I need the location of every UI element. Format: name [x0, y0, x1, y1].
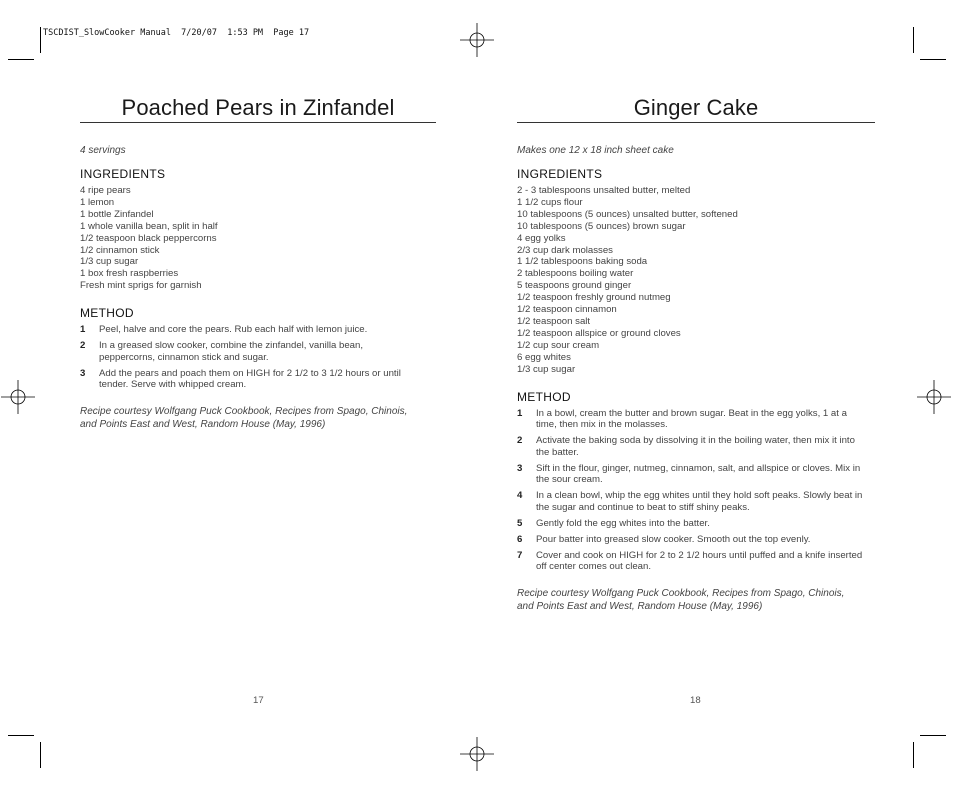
ingredient-item: 1 bottle Zinfandel — [80, 208, 154, 220]
method-step — [517, 518, 869, 530]
step-text: Activate the baking soda by dissolving it in the boiling water, then mix it into the batter. — [536, 435, 855, 458]
servings-left: 4 servings — [80, 145, 126, 156]
step-number: 6 — [517, 533, 523, 545]
step-text: Add the pears and poach them on HIGH for 2 1/2 to 3 1/2 hours or until tender. Serve with whipped cream. — [99, 367, 401, 391]
ingredient-item: 2/3 cup dark molasses — [517, 244, 613, 256]
ingredient-item: 1 1/2 cups flour — [517, 196, 583, 208]
crop-mark-bottom-right-v — [913, 742, 914, 768]
step-number: 3 — [517, 462, 523, 474]
step-text: In a clean bowl, whip the egg whites until they hold soft peaks. Slowly beat in the sugar and continue to beat to stiff shiny peaks. — [536, 490, 863, 513]
ingredient-item: 1/2 teaspoon freshly ground nutmeg — [517, 292, 671, 304]
step-text: Peel, halve and core the pears. Rub each half with lemon juice. — [99, 324, 368, 336]
step-number: 7 — [517, 549, 523, 561]
ingredient-item: 2 - 3 tablespoons unsalted butter, melted — [517, 185, 691, 196]
step-text: In a bowl, cream the butter and brown sugar. Beat in the egg yolks, 1 at a time, then mix in the molasses. — [536, 407, 847, 430]
ingredient-item: 1/2 cinnamon stick — [80, 244, 160, 256]
method-list-right — [517, 408, 869, 573]
right-page — [517, 95, 877, 613]
ingredient-item: 6 egg whites — [517, 351, 571, 363]
ingredients-heading-left: INGREDIENTS — [80, 167, 166, 181]
registration-mark-left-icon — [1, 380, 35, 414]
crop-mark-top-right-h — [920, 59, 946, 60]
left-page — [80, 95, 440, 431]
method-heading-left: METHOD — [80, 306, 134, 321]
step-text: Sift in the flour, ginger, nutmeg, cinnamon, salt, and allspice or cloves. Mix in the sour cream. — [536, 462, 861, 485]
step-text: Cover and cook on HIGH for 2 to 2 1/2 hours until puffed and a knife inserted off center comes out clean. — [536, 549, 863, 572]
step-number: 1 — [80, 324, 86, 336]
step-text: Pour batter into greased slow cooker. Smooth out the top evenly. — [536, 533, 811, 545]
step-number: 1 — [517, 407, 523, 419]
method-step — [517, 435, 869, 458]
page-number-left: 17 — [253, 695, 264, 706]
ingredients-heading-right: INGREDIENTS — [517, 167, 603, 181]
crop-mark-top-right-v — [913, 27, 914, 53]
ingredient-item: 1/2 teaspoon cinnamon — [517, 304, 617, 316]
ingredient-item: 1 box fresh raspberries — [80, 268, 179, 280]
method-step — [517, 550, 869, 573]
method-step — [517, 408, 869, 431]
step-number: 2 — [517, 435, 523, 446]
step-number: 2 — [80, 340, 86, 352]
credit-left: Recipe courtesy Wolfgang Puck Cookbook, Recipes from Spago, Chinois, and Points East and West, Random House (May, 1996) — [80, 405, 408, 430]
ingredients-list-left — [80, 185, 440, 292]
method-step — [517, 463, 869, 486]
ingredients-list-right — [517, 185, 877, 376]
crop-mark-bottom-right-h — [920, 735, 946, 736]
step-text: Gently fold the egg whites into the batter. — [536, 517, 710, 529]
method-heading-right: METHOD — [517, 389, 571, 404]
step-number: 5 — [517, 517, 523, 529]
registration-mark-top-icon — [460, 23, 494, 57]
ingredient-item: 1/2 teaspoon salt — [517, 315, 591, 327]
ingredient-item: 1 lemon — [80, 196, 115, 208]
ingredient-item: 1 whole vanilla bean, split in half — [80, 220, 218, 232]
method-list-left — [80, 324, 415, 391]
ingredient-item: Fresh mint sprigs for garnish — [80, 280, 202, 292]
crop-mark-bottom-left-h — [8, 735, 34, 736]
recipe-title-left: Poached Pears in Zinfandel — [80, 95, 436, 123]
method-step — [517, 534, 869, 546]
step-number: 4 — [517, 490, 523, 501]
ingredient-item: 1/2 teaspoon black peppercorns — [80, 232, 217, 244]
ingredient-item: 1/3 cup sugar — [80, 256, 139, 268]
registration-mark-right-icon — [917, 380, 951, 414]
registration-mark-bottom-icon — [460, 737, 494, 771]
recipe-title-right: Ginger Cake — [517, 95, 875, 123]
servings-right: Makes one 12 x 18 inch sheet cake — [517, 145, 674, 156]
page-number-right: 18 — [690, 695, 701, 706]
step-text: In a greased slow cooker, combine the zinfandel, vanilla bean, peppercorns, cinnamon stick and sugar. — [99, 340, 363, 363]
ingredient-item: 1/2 teaspoon allspice or ground cloves — [517, 327, 681, 339]
crop-mark-top-left-v — [40, 27, 41, 53]
method-step — [80, 324, 415, 336]
ingredient-item: 10 tablespoons (5 ounces) brown sugar — [517, 220, 686, 232]
print-slug: TSCDIST_SlowCooker Manual 7/20/07 1:53 PM Page 17 — [43, 28, 310, 38]
ingredient-item: 4 egg yolks — [517, 232, 566, 244]
step-number: 3 — [80, 367, 86, 379]
ingredient-item: 10 tablespoons (5 ounces) unsalted butter, softened — [517, 208, 738, 220]
ingredient-item: 1/3 cup sugar — [517, 363, 576, 375]
ingredient-item: 1 1/2 tablespoons baking soda — [517, 256, 648, 268]
ingredient-item: 5 teaspoons ground ginger — [517, 280, 632, 292]
credit-right: Recipe courtesy Wolfgang Puck Cookbook, Recipes from Spago, Chinois, and Points East and West, Random House (May, 1996) — [517, 587, 845, 612]
ingredient-item: 1/2 cup sour cream — [517, 339, 600, 351]
crop-mark-top-left-h — [8, 59, 34, 60]
ingredient-item: 2 tablespoons boiling water — [517, 268, 634, 280]
method-step — [80, 368, 415, 391]
method-step — [80, 340, 415, 363]
ingredient-item: 4 ripe pears — [80, 185, 131, 196]
crop-mark-bottom-left-v — [40, 742, 41, 768]
method-step — [517, 490, 869, 513]
